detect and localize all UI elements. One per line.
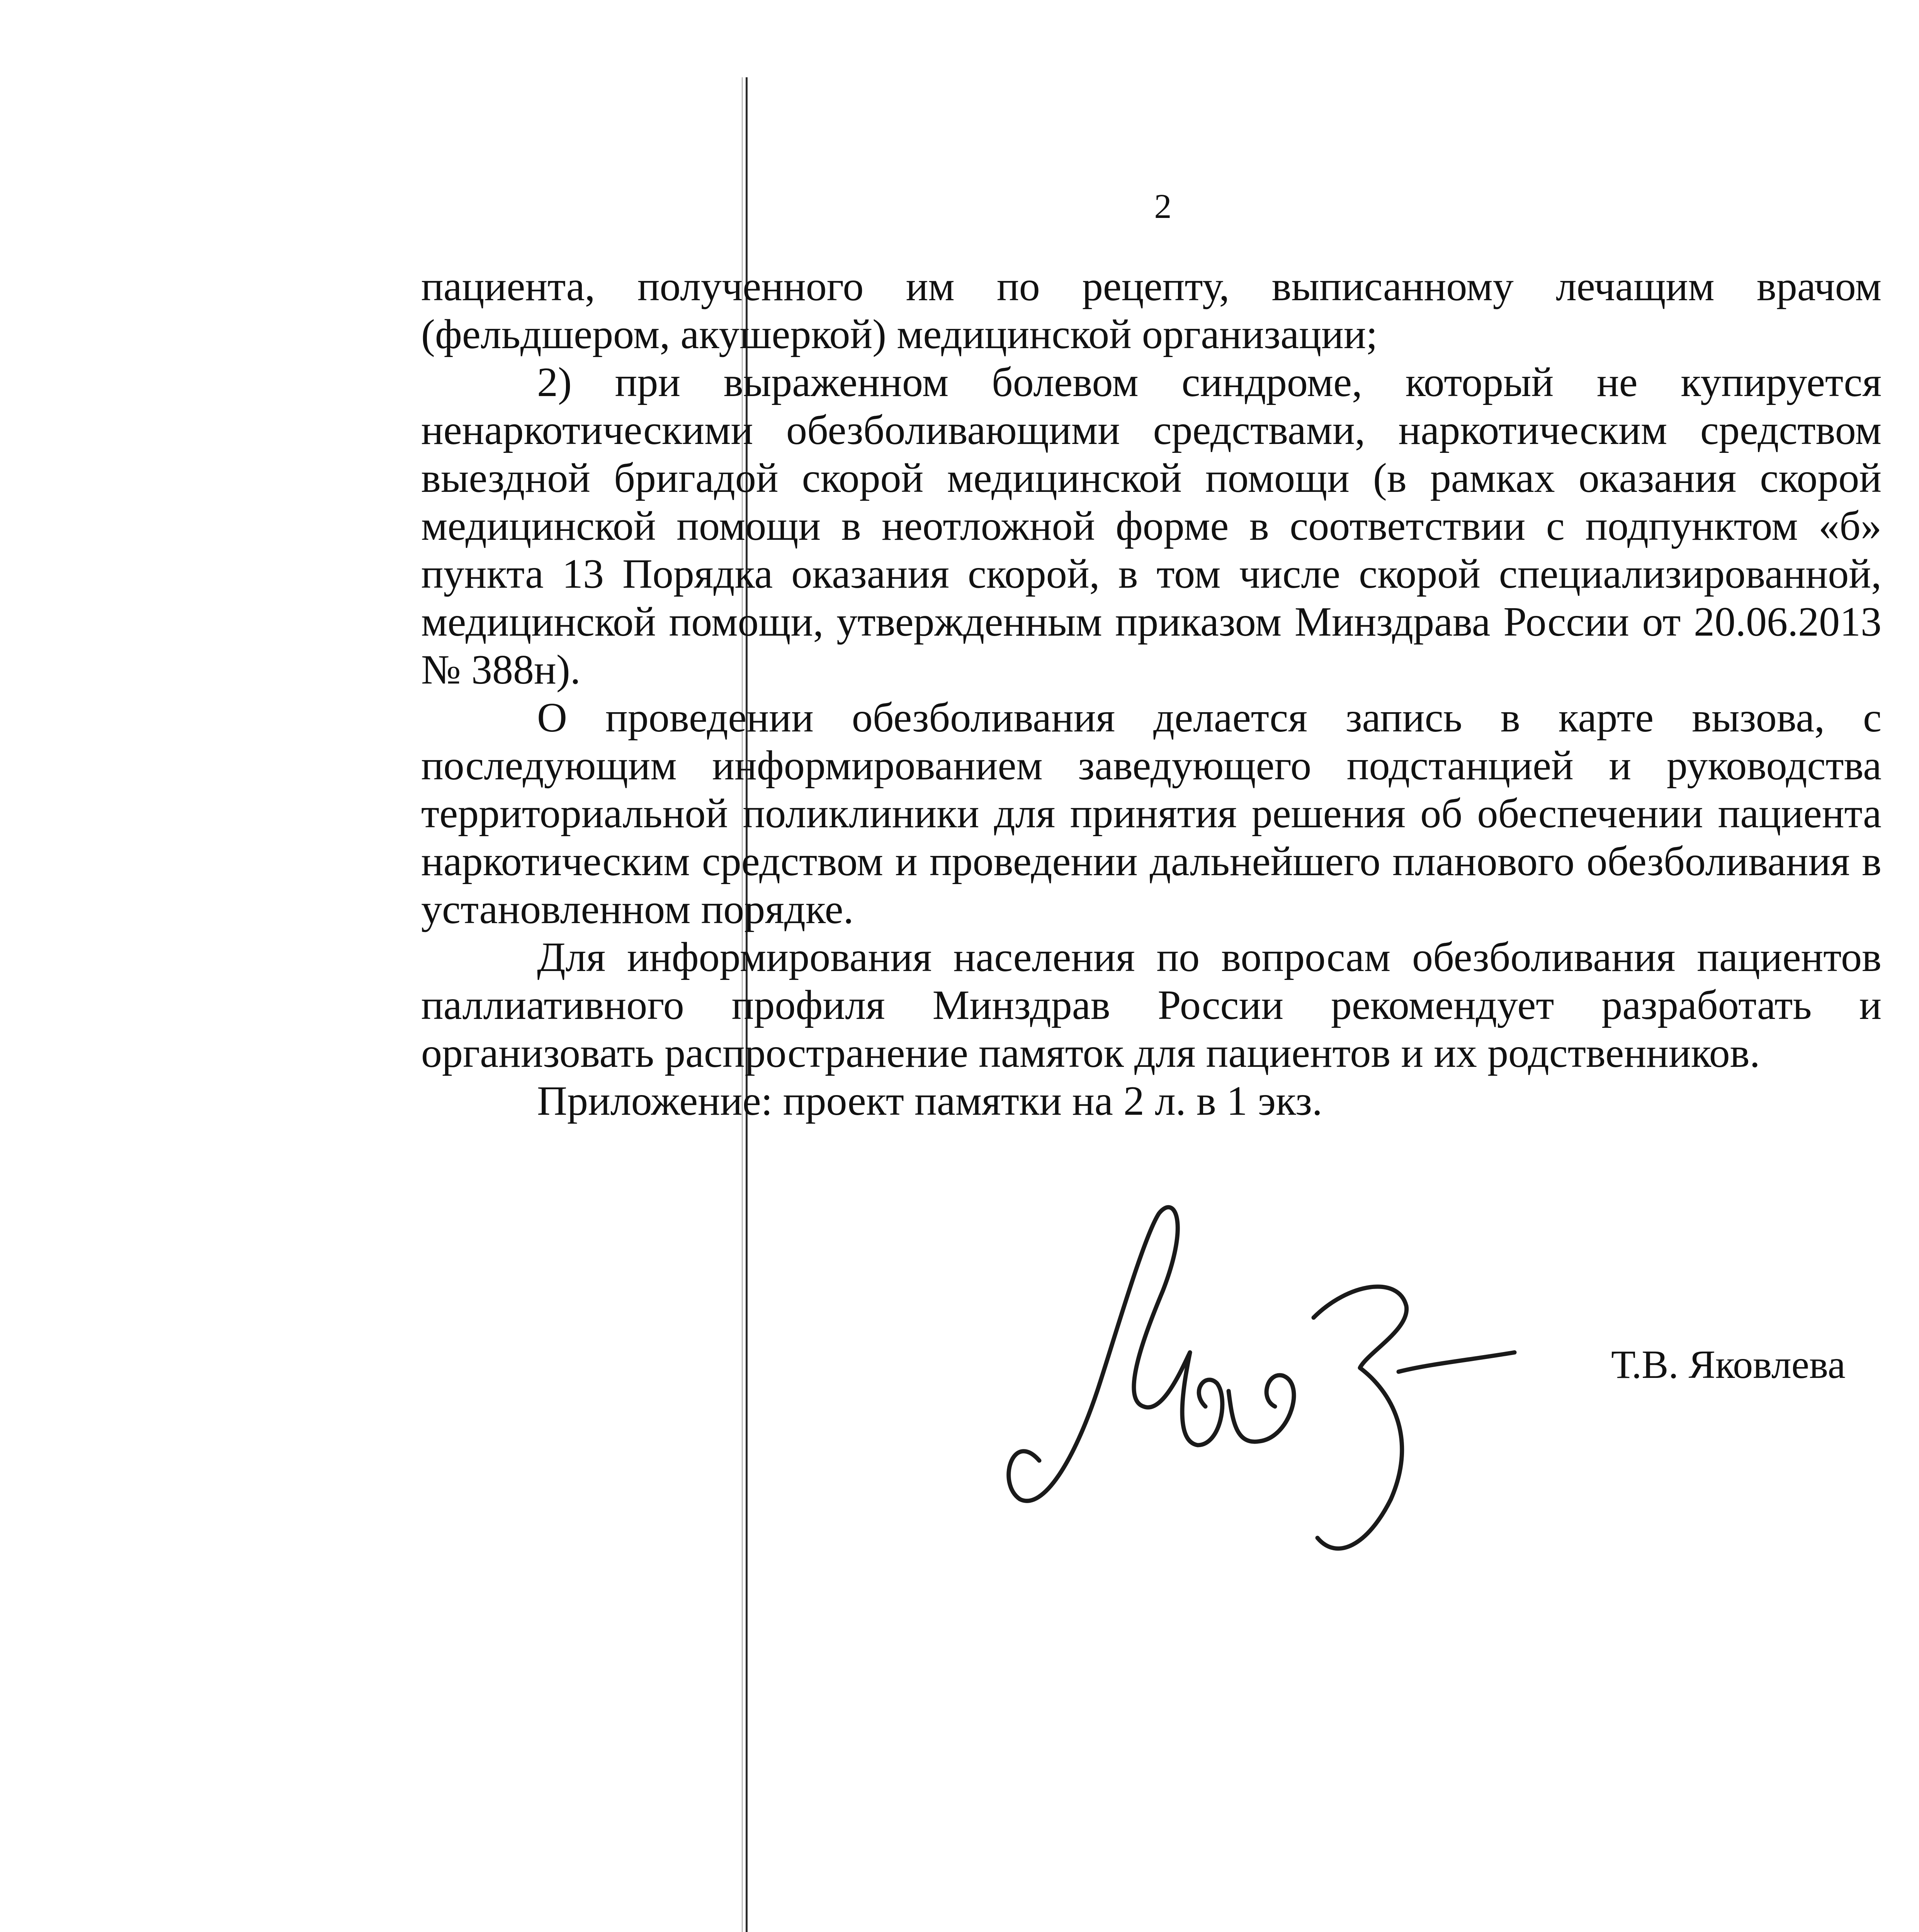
paragraph-anesthesia-record: О проведении обезболивания делается запись в карте вызова, с последующим информированием заведующего подстанцией и руководства территориальной поликлиники для принятия решения об обеспечении пациента наркотическим средством и проведении дальнейшего планового обезболивания в установленном порядке. — [421, 695, 1882, 932]
paragraph-information: Для информирования населения по вопросам обезболивания пациентов паллиативного профиля Минздрав России рекомендует разработать и организовать распространение памяток для пациентов и их родственников. — [421, 934, 1882, 1076]
paragraph-item-2: 2) при выраженном болевом синдроме, который не купируется ненаркотическими обезболивающими средствами, наркотическим средством выездной бригадой скорой медицинской помощи (в рамках оказания скорой медицинской помощи в неотложной форме в соответствии с подпунктом «б» пункта 13 Порядка оказания скорой, в том числе скорой специализированной, медицинской помощи, утвержденным приказом Минздрава России от 20.06.2013 № 388н). — [421, 359, 1882, 693]
paragraph-continuation: пациента, полученного им по рецепту, выписанному лечащим врачом (фельдшером, акушеркой) медицинской организации; — [421, 264, 1882, 357]
page-number: 2 — [1154, 187, 1172, 226]
attachment-note: Приложение: проект памятки на 2 л. в 1 экз. — [537, 1078, 1322, 1124]
letter-body — [421, 263, 1882, 1125]
signer-name: Т.В. Яковлева — [1611, 1342, 1846, 1387]
handwritten-signature — [981, 1190, 1522, 1623]
